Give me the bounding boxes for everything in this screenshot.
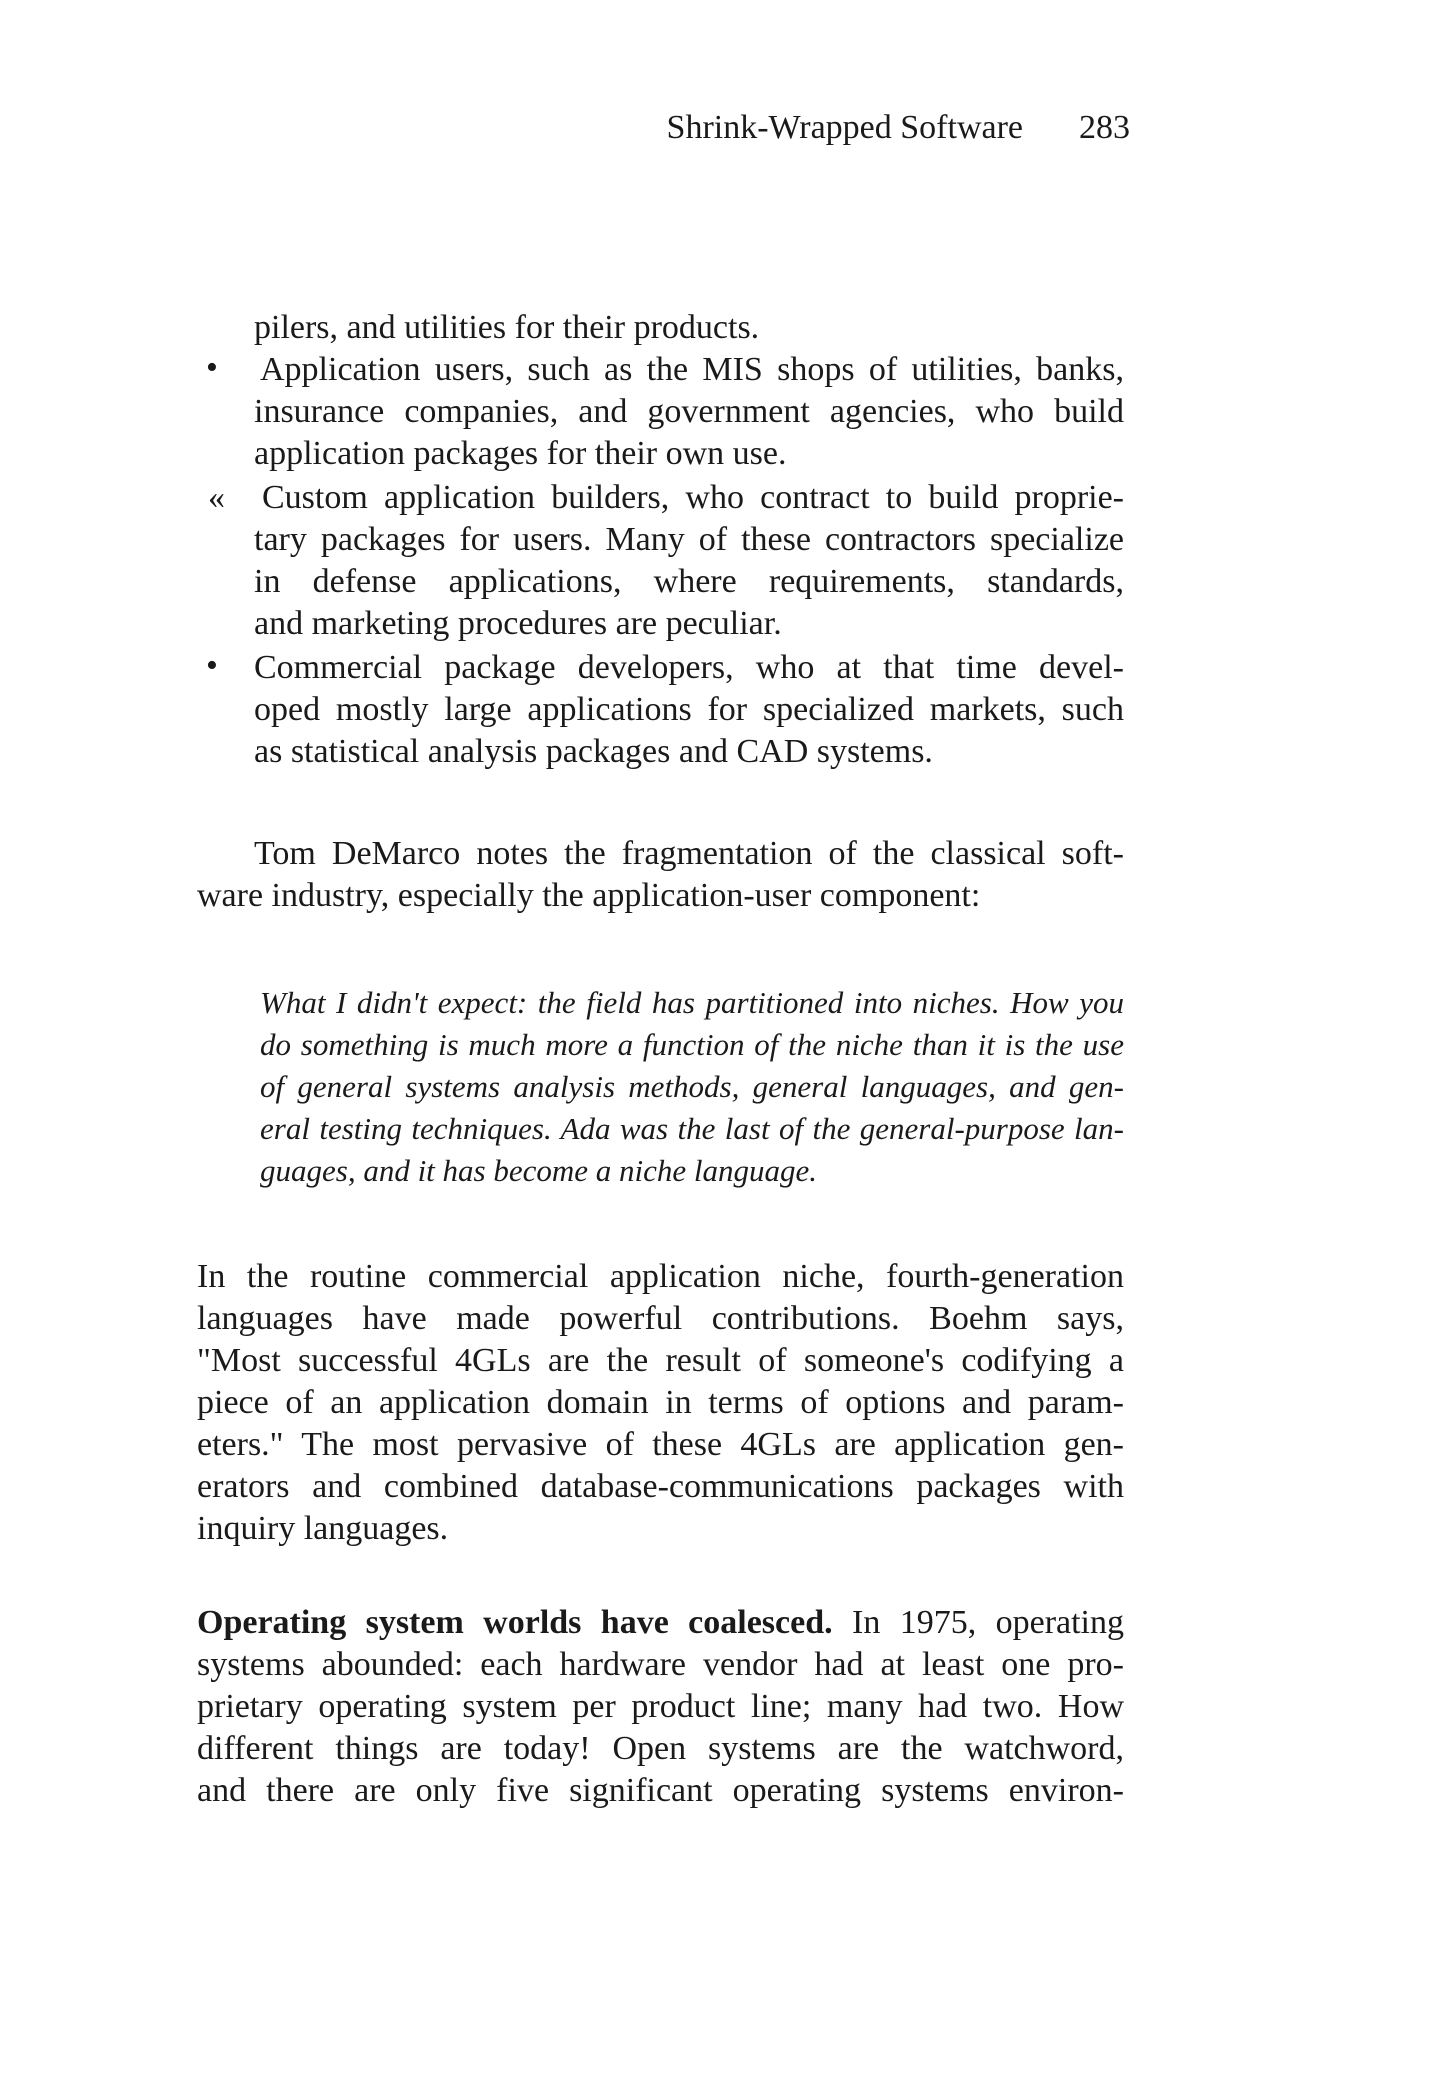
quote-line-2: do something is much more a function of the niche than it is the use: [260, 1027, 1124, 1062]
os-line-1: [197, 1602, 1124, 1644]
bullet-marker: •: [206, 647, 218, 684]
bullet-marker: •: [206, 349, 218, 386]
quote-line-1: What I didn't expect: the field has partitioned into niches. How you: [260, 985, 1124, 1020]
bullet-continuation-line: pilers, and utilities for their products.: [254, 309, 760, 346]
bullet-3-line-2: oped mostly large applications for specialized markets, such: [254, 691, 1124, 728]
quote-line-4: eral testing techniques. Ada was the last of the general-purpose lan-: [260, 1111, 1124, 1146]
os-first-line-rest: In 1975, operating: [852, 1604, 1124, 1641]
bullet-3-line-3: as statistical analysis packages and CAD systems.: [254, 733, 933, 770]
demarco-intro-line-1: Tom DeMarco notes the fragmentation of the classical soft-: [254, 835, 1124, 872]
running-head-title: Shrink-Wrapped Software: [666, 109, 1023, 146]
bullet-2-line-2: tary packages for users. Many of these contractors specialize: [254, 521, 1124, 558]
bullet-3-line-1: Commercial package developers, who at that time devel-: [254, 649, 1124, 686]
bullet-1-line-2: insurance companies, and government agencies, who build: [254, 393, 1124, 430]
4gl-line-2: languages have made powerful contributions. Boehm says,: [197, 1300, 1124, 1337]
bullet-2-line-1: Custom application builders, who contract to build proprie-: [262, 479, 1124, 516]
os-line-4: different things are today! Open systems are the watchword,: [197, 1730, 1124, 1767]
bullet-1-line-1: Application users, such as the MIS shops of utilities, banks,: [260, 351, 1124, 388]
4gl-line-5: eters." The most pervasive of these 4GLs are application gen-: [197, 1426, 1124, 1463]
bullet-2-line-3: in defense applications, where requirements, standards,: [254, 563, 1124, 600]
os-line-2: systems abounded: each hardware vendor had at least one pro-: [197, 1646, 1124, 1683]
demarco-intro-line-2: ware industry, especially the application-user component:: [197, 877, 981, 914]
4gl-line-3: "Most successful 4GLs are the result of someone's codifying a: [197, 1342, 1124, 1379]
page-number: 283: [1079, 109, 1130, 146]
os-line-5: and there are only five significant operating systems environ-: [197, 1772, 1124, 1809]
os-run-in-heading: Operating system worlds have coalesced.: [197, 1604, 833, 1641]
quote-line-5: guages, and it has become a niche language.: [260, 1153, 818, 1188]
running-head: [667, 106, 1130, 150]
4gl-line-1: In the routine commercial application niche, fourth-generation: [197, 1258, 1124, 1295]
4gl-line-7: inquiry languages.: [197, 1510, 449, 1547]
quote-line-3: of general systems analysis methods, general languages, and gen-: [260, 1069, 1124, 1104]
4gl-line-4: piece of an application domain in terms of options and param-: [197, 1384, 1124, 1421]
os-line-3: prietary operating system per product line; many had two. How: [197, 1688, 1124, 1725]
bullet-marker: «: [208, 479, 225, 516]
bullet-2-line-4: and marketing procedures are peculiar.: [254, 605, 782, 642]
bullet-1-line-3: application packages for their own use.: [254, 435, 787, 472]
4gl-line-6: erators and combined database-communications packages with: [197, 1468, 1124, 1505]
